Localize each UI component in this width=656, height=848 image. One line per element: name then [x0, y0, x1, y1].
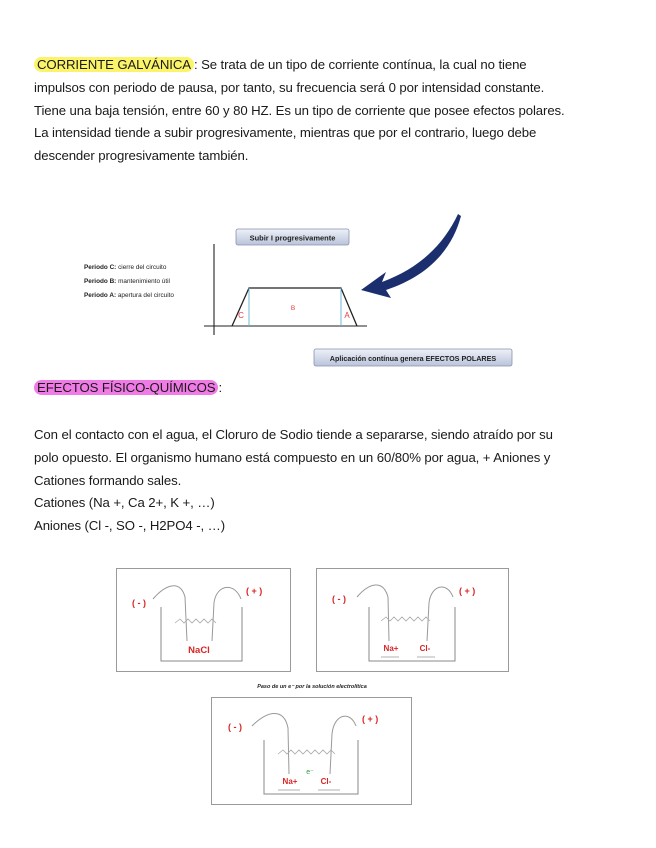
minus-label: ( - ) [332, 594, 346, 604]
left-electrode-wire [357, 585, 389, 641]
legend-row-a: Periodo A: apertura del circuito [84, 292, 174, 299]
physchem-line-2: polo opuesto. El organismo humano está compuesto en un 60/80% por agua, + Aniones y [34, 449, 551, 465]
left-electrode-wire [252, 714, 289, 775]
galvanic-current-diagram [0, 200, 656, 375]
galvanic-first-line [34, 54, 634, 77]
galvanic-paragraph [34, 54, 634, 168]
physchem-heading-suffix: : [218, 380, 223, 395]
anion-label: Cl- [419, 644, 431, 653]
physchem-heading: EFECTOS FÍSICO-QUÍMICOS [34, 380, 218, 395]
physchem-line-3: Cationes formando sales. [34, 472, 182, 488]
physchem-heading-line [34, 377, 634, 400]
physchem-line-5: Aniones (Cl -, SO -, H2PO4 -, …) [34, 518, 225, 534]
solution-wave [175, 619, 216, 623]
legend-row-b: Periodo B: mantenimiento útil [84, 278, 170, 285]
phase-a-label: A [344, 311, 350, 320]
plus-label: ( + ) [246, 586, 263, 596]
cation-label: Na+ [383, 644, 399, 653]
salt-label: NaCl [188, 645, 210, 656]
physchem-line-4: Cationes (Na +, Ca 2+, K +, …) [34, 495, 215, 511]
electrolysis-caption: Paso de un e⁻ por la solución electrolítica [257, 684, 367, 690]
right-electrode-wire [212, 587, 241, 641]
anion-label: Cl- [320, 777, 332, 786]
physchem-line-1: Con el contacto con el agua, el Cloruro de Sodio tiende a separarse, siendo atraído por su [34, 427, 553, 442]
solution-wave [278, 750, 335, 754]
galvanic-line-3: Tiene una baja tensión, entre 60 y 80 HZ. Es un tipo de corriente que posee efectos polares. [34, 102, 565, 118]
top-label-text: Subir I progresivamente [249, 233, 336, 243]
beaker [369, 607, 455, 661]
electrolysis-panel-3 [211, 697, 412, 805]
galvanic-lead: : Se trata de un tipo de corriente contínua, la cual no tiene [193, 57, 527, 72]
minus-label: ( - ) [132, 598, 146, 608]
right-electrode-wire [427, 587, 453, 641]
left-electrode-wire [153, 586, 187, 641]
minus-label: ( - ) [228, 722, 242, 732]
galvanic-heading: CORRIENTE GALVÁNICA [34, 57, 194, 72]
bottom-label-text: Aplicación contínua genera EFECTOS POLARES [329, 354, 497, 363]
cation-label: Na+ [282, 777, 298, 786]
galvanic-line-4: La intensidad tiende a subir progresivamente, mientras que por el contrario, luego debe [34, 125, 537, 141]
beaker [264, 740, 358, 794]
curved-arrow [361, 214, 461, 298]
plus-label: ( + ) [459, 586, 476, 596]
plus-label: ( + ) [362, 714, 379, 724]
phase-b-label: B [290, 305, 296, 312]
electrolysis-panel-2 [316, 568, 509, 672]
physchem-paragraph [34, 424, 634, 538]
electron-label: e⁻ [306, 769, 314, 776]
legend-row-c: Periodo C: cierre del circuito [84, 264, 167, 271]
galvanic-line-2: impulsos con periodo de pausa, por tanto, su frecuencia será 0 por intensidad constante. [34, 79, 545, 95]
phase-c-label: C [238, 311, 244, 320]
galvanic-line-5: descender progresivamente también. [34, 148, 249, 164]
electrolysis-panel-1 [116, 568, 291, 672]
right-electrode-wire [330, 716, 356, 774]
